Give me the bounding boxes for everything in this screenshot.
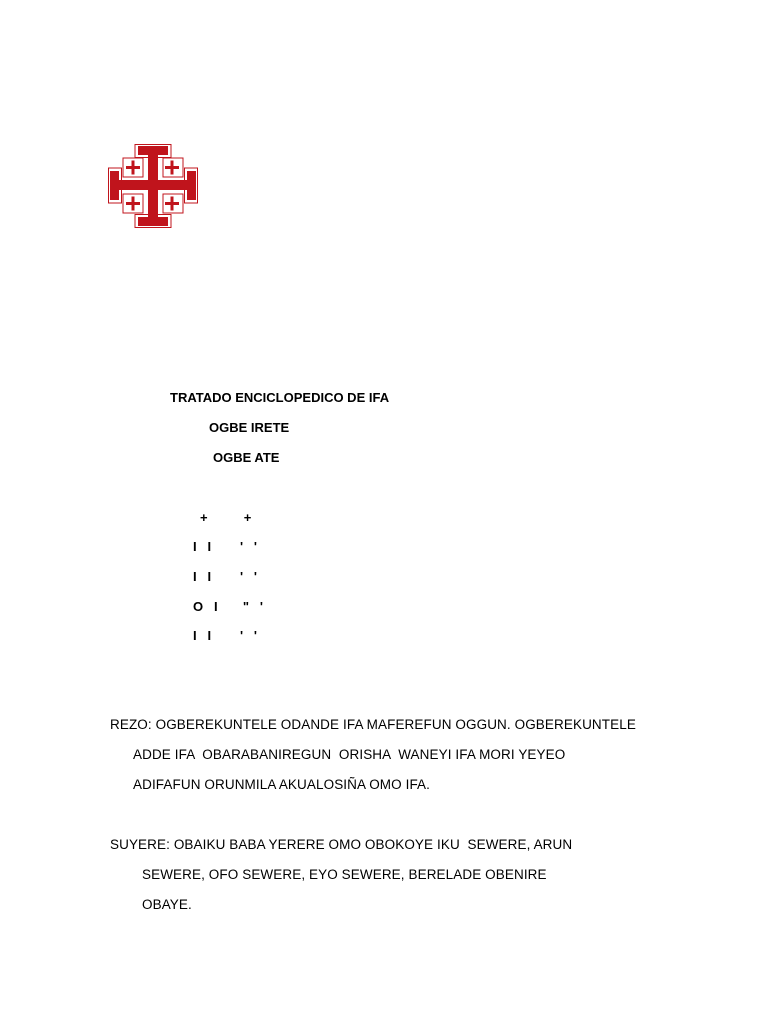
odu-figure-header: + + bbox=[200, 510, 252, 525]
suyere-line: SUYERE: OBAIKU BABA YERERE OMO OBOKOYE IKU SEWERE, ARUN bbox=[110, 837, 573, 852]
odu-figure-row: I I ' ' bbox=[193, 539, 257, 554]
rezo-line: ADIFAFUN ORUNMILA AKUALOSIÑA OMO IFA. bbox=[133, 777, 431, 792]
jerusalem-cross-icon bbox=[108, 144, 198, 228]
odu-name: OGBE IRETE bbox=[209, 420, 290, 435]
odu-alias: OGBE ATE bbox=[213, 450, 280, 465]
rezo-line: REZO: OGBEREKUNTELE ODANDE IFA MAFEREFUN OGGUN. OGBEREKUNTELE bbox=[110, 717, 636, 732]
odu-figure-row: O I " ' bbox=[193, 599, 263, 614]
odu-figure-row: I I ' ' bbox=[193, 569, 257, 584]
odu-figure-row: I I ' ' bbox=[193, 628, 257, 643]
document-title: TRATADO ENCICLOPEDICO DE IFA bbox=[170, 390, 390, 405]
suyere-line: OBAYE. bbox=[142, 897, 192, 912]
suyere-line: SEWERE, OFO SEWERE, EYO SEWERE, BERELADE OBENIRE bbox=[142, 867, 547, 882]
rezo-line: ADDE IFA OBARABANIREGUN ORISHA WANEYI IFA MORI YEYEO bbox=[133, 747, 566, 762]
